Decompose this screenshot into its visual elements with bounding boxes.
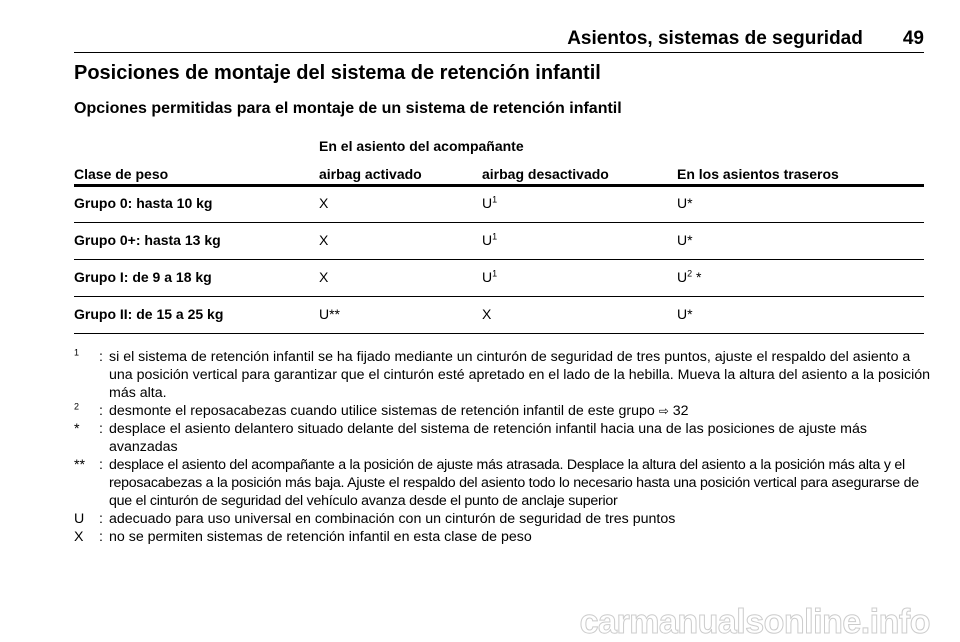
- row-weight-class: Grupo I: de 9 a 18 kg: [74, 269, 212, 285]
- footnote-text: desmonte el reposacabezas cuando utilice sistemas de retención infantil de este grupo ⇨ 32: [109, 403, 689, 419]
- row-weight-class: Grupo 0+: hasta 13 kg: [74, 232, 221, 248]
- page-number: 49: [902, 28, 924, 49]
- row-airbag-active: X: [319, 195, 329, 211]
- row-rear-seats: $U^2$ *: [677, 268, 702, 285]
- row-airbag-inactive: $U^1$: [482, 194, 498, 211]
- footnote-mark: X: [74, 529, 84, 545]
- col-header-airbag-inactive: airbag desactivado: [482, 166, 609, 182]
- table-row: [74, 260, 924, 296]
- footnote-asterisk: * : desplace el asiento delantero situado delante del sistema de retención infantil hacia una de las posiciones de ajuste más avanzadas: [74, 420, 934, 456]
- header-rule: [74, 52, 924, 53]
- footnotes: [74, 348, 934, 546]
- footnote-mark: 1: [74, 347, 80, 358]
- col-header-weight-class: Clase de peso: [74, 166, 169, 182]
- table-row: [74, 186, 924, 222]
- footnote-double-asterisk: ** : desplace el asiento del acompañante a la posición de ajuste más atrasada. Desplace la altura del asiento a la posición más alta y el reposacabezas a la posición más baja. Ajuste el respaldo del asiento todo lo necesario hasta una posición vertical para asegurarse de que el cinturón de seguridad del vehículo avanza desde el punto de anclaje superior: [74, 456, 934, 510]
- row-airbag-active: X: [319, 232, 329, 248]
- row-weight-class: Grupo 0: hasta 10 kg: [74, 195, 213, 211]
- col-header-airbag-active: airbag activado: [319, 166, 422, 182]
- footnote-text: si el sistema de retención infantil se ha fijado mediante un cinturón de seguridad de tres puntos, ajuste el respaldo del asiento a una posición vertical para garantizar que el cinturón esté apretado en el lado de la hebilla. Mueva la altura del asiento a la posición más alta.: [109, 349, 931, 401]
- footnote-mark: *: [74, 421, 80, 437]
- row-rear-seats: U*: [677, 232, 693, 248]
- row-airbag-inactive: $U^1$: [482, 268, 498, 285]
- footnote-text: desplace el asiento delantero situado delante del sistema de retención infantil hacia una de las posiciones de ajuste más avanzadas: [109, 421, 867, 455]
- row-airbag-inactive: $U^1$: [482, 231, 498, 248]
- footnote-x: X : no se permiten sistemas de retención infantil en esta clase de peso: [74, 528, 934, 546]
- footnote-2: $^2$ : desmonte el reposacabezas cuando utilice sistemas de retención infantil de este grupo ⇨ 32: [74, 402, 934, 420]
- row-airbag-active: U**: [319, 306, 341, 322]
- running-header: [74, 26, 924, 52]
- footnote-mark: **: [74, 457, 86, 473]
- row-divider: [74, 333, 924, 334]
- running-header-title: Asientos, sistemas de seguridad: [567, 28, 863, 49]
- row-rear-seats: U*: [677, 306, 693, 322]
- row-weight-class: Grupo II: de 15 a 25 kg: [74, 306, 224, 322]
- footnote-mark: U: [74, 511, 85, 527]
- table-row: [74, 223, 924, 259]
- table-row: [74, 297, 924, 333]
- passenger-seat-group-header: En el asiento del acompañante: [319, 138, 524, 154]
- row-airbag-active: X: [319, 269, 329, 285]
- page-reference-arrow-icon: ⇨: [658, 404, 669, 418]
- footnote-text: desplace el asiento del acompañante a la posición de ajuste más atrasada. Desplace la altura del asiento a la posición más alta y el reposacabezas a la posición más baja. Ajuste el respaldo del asiento todo lo necesario hasta una posición vertical para asegurarse de que el cinturón de seguridad del vehículo avanza desde el punto de anclaje superior: [109, 457, 919, 509]
- row-rear-seats: U*: [677, 195, 693, 211]
- footnote-1: $^1$ : si el sistema de retención infantil se ha fijado mediante un cinturón de seguridad de tres puntos, ajuste el respaldo del asiento a una posición vertical para garantizar que el cinturón esté apretado en el lado de la hebilla. Mueva la altura del asiento a la posición más alta.: [74, 348, 934, 402]
- footnote-mark: 2: [74, 401, 80, 412]
- section-title: Posiciones de montaje del sistema de retención infantil: [74, 62, 601, 84]
- table-header: [74, 130, 924, 186]
- footnote-u: U : adecuado para uso universal en combinación con un cinturón de seguridad de tres puntos: [74, 510, 934, 528]
- table-subtitle: Opciones permitidas para el montaje de un sistema de retención infantil: [74, 100, 622, 117]
- footnote-text: no se permiten sistemas de retención infantil en esta clase de peso: [109, 529, 532, 545]
- page-reference: 32: [672, 403, 689, 419]
- col-header-rear-seats: En los asientos traseros: [677, 166, 839, 182]
- footnote-text: adecuado para uso universal en combinación con un cinturón de seguridad de tres puntos: [109, 511, 676, 527]
- watermark-text: carmanualsonline.info: [579, 603, 930, 641]
- row-airbag-inactive: X: [482, 306, 492, 322]
